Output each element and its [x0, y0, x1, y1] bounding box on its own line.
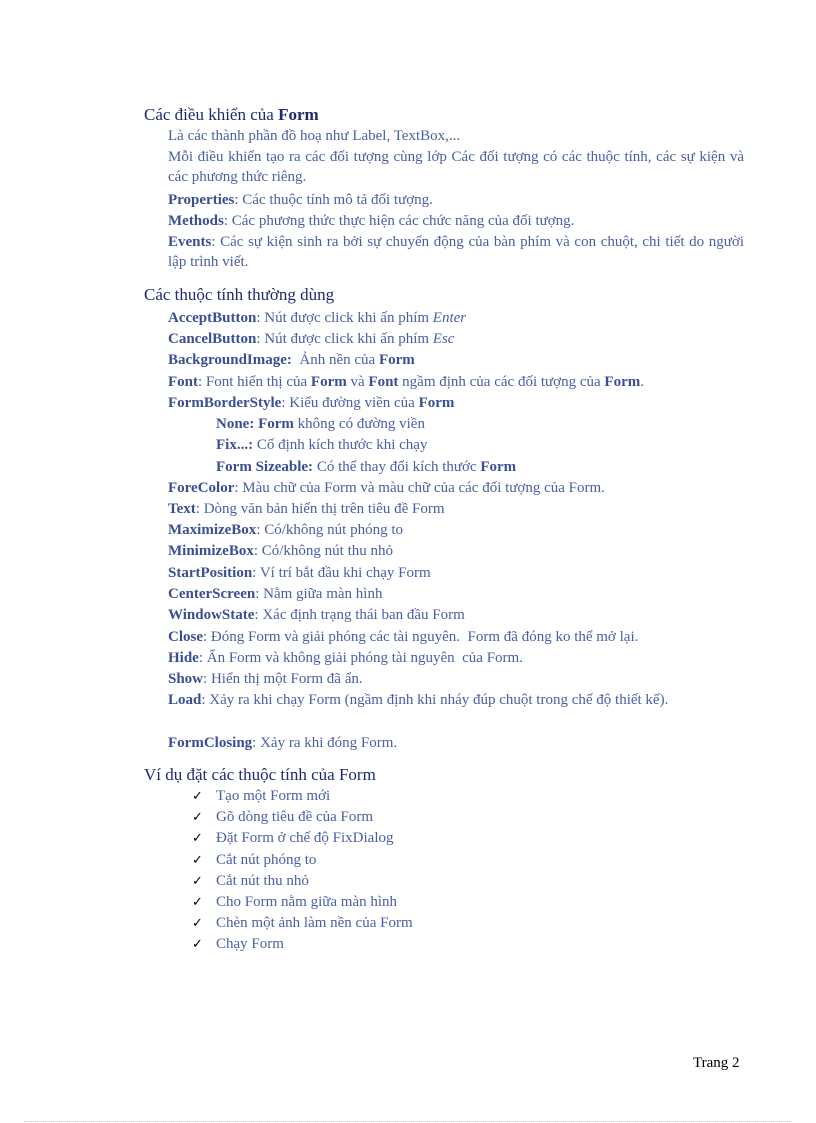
checklist-item [192, 850, 316, 871]
property-line [168, 499, 444, 519]
term: CenterScreen [168, 586, 256, 602]
sub-property-line [216, 457, 516, 477]
bold-word: Form [604, 374, 641, 390]
property-line [168, 372, 644, 392]
term: Properties [168, 192, 235, 208]
term: Close [168, 629, 203, 645]
property-line [168, 541, 393, 561]
key-name: Enter [432, 310, 467, 326]
check-icon: ✓ [192, 789, 203, 804]
definition: : Xác định trạng thái ban đầu Form [254, 607, 465, 623]
definition: : Các sự kiện sinh ra bởi sự chuyển động của bàn phím và con chuột, chi tiết do người lập trình viết. [168, 234, 744, 270]
checklist-item [192, 934, 284, 955]
term: Show [168, 671, 204, 687]
section-heading-properties: Các thuộc tính thường dùng [144, 285, 335, 304]
property-line [168, 308, 466, 328]
page-bottom-divider [24, 1121, 792, 1122]
definition: : Xảy ra khi chạy Form (ngầm định khi nháy đúp chuột trong chế độ thiết kế). [201, 692, 669, 708]
term: Font [168, 374, 198, 390]
checklist-item [192, 786, 330, 807]
checklist-item-label: Tạo một Form mới [216, 788, 331, 804]
text-line: Là các thành phần đồ hoạ như Label, TextBox,... [168, 128, 461, 144]
bold-word: Font [368, 374, 399, 390]
definition: : Kiểu đường viền của [281, 395, 419, 411]
definition: : Có/không nút phóng to [256, 522, 403, 538]
definition: : Nút được click khi ấn phím [256, 331, 433, 347]
sub-property-line [216, 435, 427, 455]
definition: và [346, 374, 369, 390]
events-line [168, 232, 744, 272]
bold-word: Form [418, 395, 455, 411]
section-heading-controls [144, 105, 319, 125]
term: AcceptButton [168, 310, 257, 326]
term: Text [168, 501, 196, 517]
checklist-item [192, 807, 373, 828]
definition: : Ẩn Form và không giải phóng tài nguyên của Form. [198, 650, 523, 666]
term: None: [216, 416, 259, 432]
term: WindowState [168, 607, 255, 623]
term: ForeColor [168, 480, 235, 496]
term: CancelButton [168, 331, 257, 347]
definition: Ảnh nền của [291, 352, 379, 368]
text-paragraph: Mỗi điều khiển tạo ra các đối tượng cùng lớp Các đối tượng có các thuộc tính, các sự kiện và các phương thức riêng. [168, 149, 744, 185]
check-icon: ✓ [192, 895, 203, 910]
term: MaximizeBox [168, 522, 257, 538]
definition: : Đóng Form và giải phóng các tài nguyên. Form đã đóng ko thể mở lại. [203, 629, 639, 645]
definition: : Font hiển thị của [198, 374, 311, 390]
bold-word: Form [378, 352, 415, 368]
property-line [168, 605, 465, 625]
definition: : Màu chữ của Form và màu chữ của các đối tượng của Form. [234, 480, 605, 496]
section-heading-example: Ví dụ đặt các thuộc tính của Form [144, 765, 376, 784]
definition: Cố định kích thước khi chạy [253, 437, 428, 453]
property-line [168, 520, 403, 540]
definition: : Nút được click khi ấn phím [256, 310, 433, 326]
property-line [168, 393, 454, 413]
definition: : Nằm giữa màn hình [255, 586, 383, 602]
properties-line [168, 190, 433, 210]
property-line [168, 584, 382, 604]
term: BackgroundImage: [168, 352, 292, 368]
definition: : Dòng văn bản hiển thị trên tiêu đề Form [195, 501, 445, 517]
property-line [168, 690, 744, 710]
check-icon: ✓ [192, 853, 203, 868]
definition: : Các thuộc tính mô tả đối tượng. [234, 192, 433, 208]
term: MinimizeBox [168, 543, 254, 559]
check-icon: ✓ [192, 831, 203, 846]
check-icon: ✓ [192, 937, 203, 952]
bold-word: Form [480, 459, 517, 475]
property-line [168, 669, 363, 689]
property-line [168, 350, 415, 370]
definition: : Hiển thị một Form đã ẩn. [203, 671, 363, 687]
term: StartPosition [168, 565, 253, 581]
checklist-item [192, 871, 309, 892]
definition: ngầm định của các đối tượng của [398, 374, 605, 390]
definition: . [640, 374, 644, 390]
definition: không có đường viền [293, 416, 425, 432]
checklist-item-label: Chạy Form [216, 936, 284, 952]
checklist-item-label: Chèn một ảnh làm nền của Form [216, 915, 413, 931]
term: Load [168, 692, 202, 708]
key-name: Esc [432, 331, 455, 347]
bold-word: Form [258, 416, 294, 432]
checklist-item-label: Đặt Form ở chế độ FixDialog [216, 830, 394, 846]
term: Methods [168, 213, 224, 229]
property-line [168, 478, 605, 498]
heading-bold-text: Form [278, 105, 319, 124]
checklist-item [192, 828, 394, 849]
page-number: Trang 2 [693, 1055, 740, 1071]
checklist-item [192, 913, 413, 934]
check-icon: ✓ [192, 874, 203, 889]
sub-property-line [216, 414, 425, 434]
property-line [168, 627, 638, 647]
checklist-item-label: Cho Form nằm giữa màn hình [216, 894, 398, 910]
checklist-item [192, 892, 397, 913]
definition: : Các phương thức thực hiện các chức năng của đối tượng. [223, 213, 575, 229]
definition: Có thể thay đổi kích thước [313, 459, 481, 475]
term: Hide [168, 650, 199, 666]
heading-text: Các điều khiển của [144, 105, 279, 124]
check-icon: ✓ [192, 810, 203, 825]
property-line [168, 648, 523, 668]
term: Events [168, 234, 212, 250]
methods-line [168, 211, 574, 231]
definition: : Có/không nút thu nhỏ [253, 543, 394, 559]
property-line [168, 733, 397, 753]
term: Fix...: [216, 437, 254, 453]
bold-word: Form [310, 374, 347, 390]
term: FormBorderStyle [168, 395, 282, 411]
definition: : Xảy ra khi đóng Form. [252, 735, 398, 751]
term: FormClosing [168, 735, 253, 751]
checklist-item-label: Cắt nút thu nhỏ [216, 873, 309, 889]
property-line [168, 563, 431, 583]
checklist-item-label: Cắt nút phóng to [216, 852, 317, 868]
check-icon: ✓ [192, 916, 203, 931]
property-line [168, 329, 454, 349]
definition: : Ví trí bắt đầu khi chạy Form [252, 565, 431, 581]
term: Form Sizeable: [216, 459, 314, 475]
checklist-item-label: Gõ dòng tiêu đề của Form [216, 809, 374, 825]
